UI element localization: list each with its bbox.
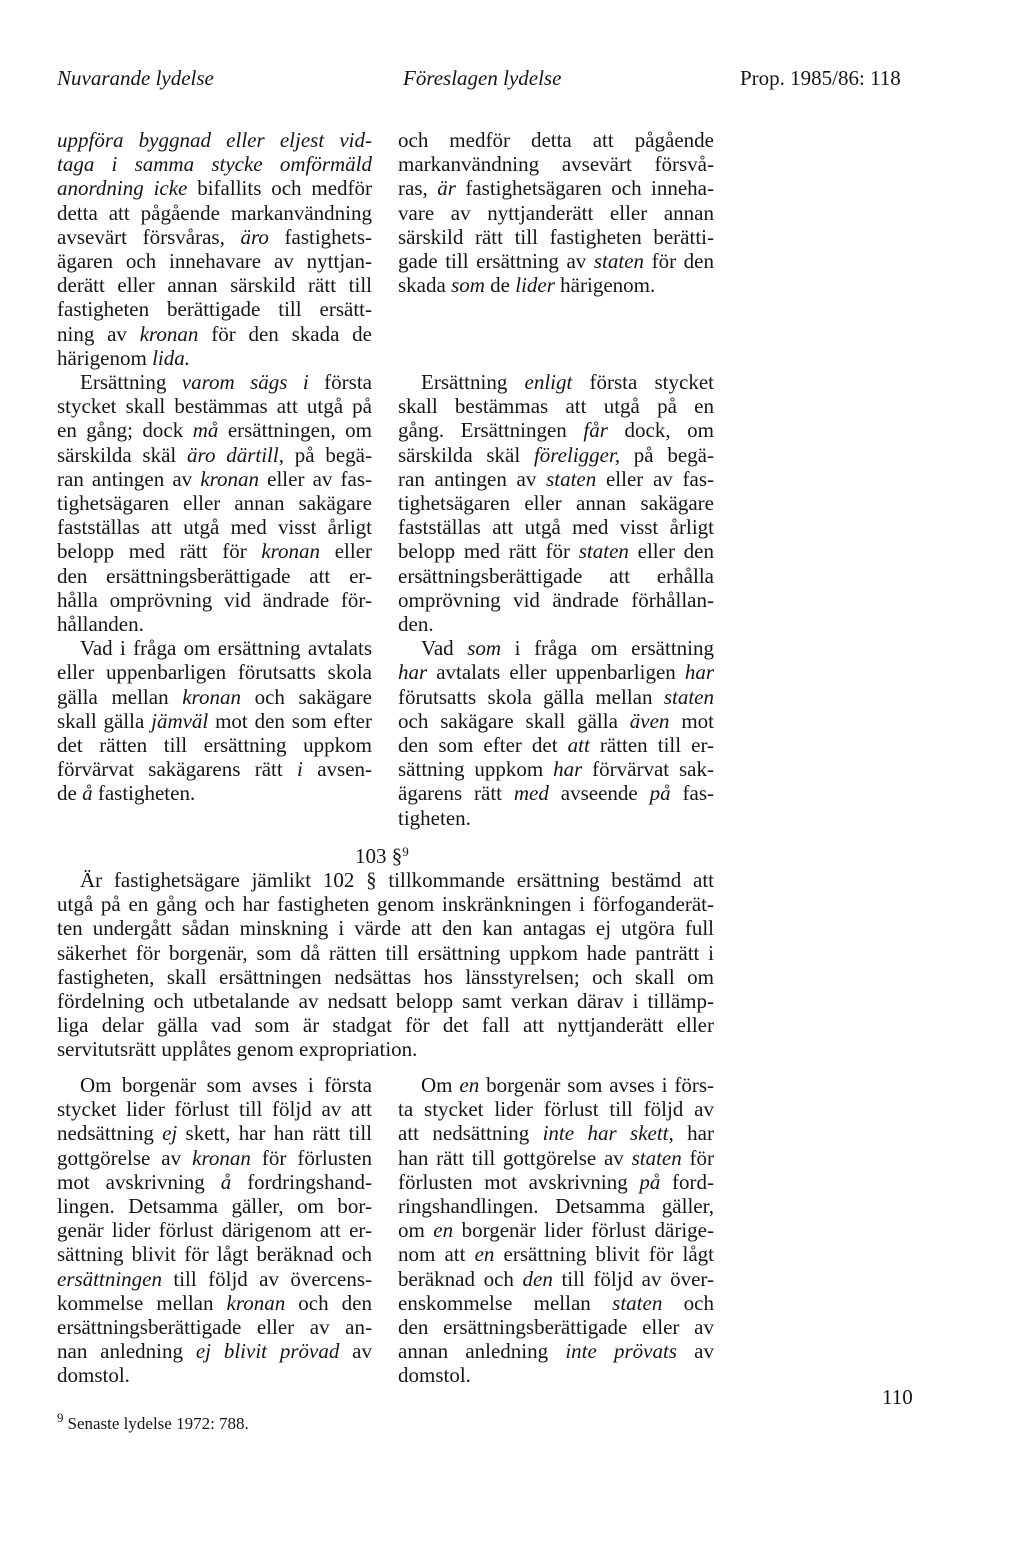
text-run: ta stycket lider förlust till följd av bbox=[398, 1097, 714, 1122]
text-run: av bbox=[676, 1339, 714, 1364]
text-run: de bbox=[484, 273, 516, 298]
text-run: kommelse mellan bbox=[57, 1290, 227, 1315]
text-line bbox=[57, 733, 372, 757]
text-run: gottgörelse av bbox=[57, 1145, 193, 1170]
text-run: för den bbox=[644, 249, 714, 274]
text-run: den. bbox=[398, 612, 434, 637]
text-run: till följd av övercens- bbox=[162, 1266, 372, 1291]
text-run: ersättningen, om bbox=[218, 418, 373, 443]
text-run: och sakägare skall gälla bbox=[398, 708, 630, 733]
text-run: de bbox=[57, 781, 83, 806]
text-line bbox=[398, 152, 714, 176]
text-run: nom att bbox=[398, 1242, 475, 1267]
emphasized-text: även bbox=[629, 708, 670, 733]
text-run: Är fastighetsägare jämlikt 102 § tillkommande ersättning bestämd att bbox=[80, 868, 714, 892]
emphasized-text: är bbox=[437, 176, 456, 201]
text-run: avsevärt försvåras, bbox=[57, 224, 241, 249]
emphasized-text: i bbox=[297, 757, 303, 782]
text-run: derätt eller annan särskild rätt till bbox=[57, 273, 372, 298]
text-run: och sakägare bbox=[240, 684, 372, 709]
text-run: särskilda skäl bbox=[57, 442, 188, 467]
text-run: beräknad och bbox=[398, 1266, 523, 1291]
text-run: eller av fas- bbox=[596, 466, 714, 491]
text-run: skada bbox=[398, 273, 452, 298]
text-line bbox=[57, 1267, 372, 1291]
text-run: markanvändning avsevärt försvå- bbox=[398, 152, 714, 177]
emphasized-text: kronan bbox=[226, 1290, 286, 1315]
text-run: avseende bbox=[548, 781, 650, 806]
text-run: fastighets- bbox=[268, 224, 372, 249]
text-line bbox=[398, 443, 714, 467]
text-line bbox=[57, 491, 372, 515]
text-line bbox=[57, 685, 372, 709]
emphasized-text: å bbox=[220, 1169, 232, 1194]
text-run: ten undergått sådan minskning i värde att den kan antagas ej utgöra full bbox=[57, 916, 714, 941]
text-line bbox=[57, 225, 372, 249]
text-run: avsen- bbox=[302, 757, 373, 782]
text-line bbox=[57, 443, 372, 467]
text-line bbox=[398, 273, 714, 297]
text-run: första bbox=[308, 370, 372, 395]
text-run: mot den som efter bbox=[208, 708, 372, 733]
emphasized-text: staten bbox=[578, 539, 629, 564]
text-line bbox=[398, 1073, 714, 1097]
text-line bbox=[57, 1170, 372, 1194]
text-line bbox=[57, 636, 372, 660]
text-run: bifallits och medför bbox=[187, 176, 373, 201]
text-line bbox=[57, 1073, 372, 1097]
text-line bbox=[57, 1339, 372, 1363]
text-line bbox=[398, 1291, 714, 1315]
text-line bbox=[398, 128, 714, 152]
text-run: ägarens rätt bbox=[398, 781, 514, 806]
text-line bbox=[57, 297, 372, 321]
text-line bbox=[398, 1097, 714, 1121]
text-run: för den skada de bbox=[198, 321, 372, 346]
text-line bbox=[57, 201, 372, 225]
text-run: mot bbox=[669, 708, 714, 733]
text-run: eller uppenbarligen förutsatts skola bbox=[57, 660, 372, 685]
text-run: belopp med rätt för bbox=[398, 539, 579, 564]
emphasized-text: på bbox=[639, 1169, 661, 1194]
section-heading bbox=[355, 844, 409, 868]
text-line bbox=[57, 1291, 372, 1315]
text-run: den ersättningsberättigade att er- bbox=[57, 563, 372, 588]
emphasized-text: staten bbox=[546, 466, 597, 491]
text-line bbox=[57, 346, 372, 370]
text-line bbox=[57, 1037, 714, 1061]
text-run: fördelning och utbetalande av nedsatt belopp samt verkan därav i tillämp- bbox=[57, 989, 714, 1014]
text-line bbox=[398, 757, 714, 781]
text-run: skett, har han rätt till bbox=[177, 1121, 372, 1146]
text-run: den som efter det bbox=[398, 733, 568, 758]
comparison-columns-lower bbox=[57, 1073, 714, 1388]
emphasized-text: staten bbox=[663, 684, 714, 709]
text-run: fastställas att utgå med visst årligt bbox=[398, 515, 714, 540]
text-line bbox=[57, 515, 372, 539]
text-run: rätten till er- bbox=[589, 733, 715, 758]
text-run: fordringshand- bbox=[231, 1169, 372, 1194]
text-run: tigheten. bbox=[398, 805, 471, 830]
text-line bbox=[398, 176, 714, 200]
text-run: Vad i fråga om ersättning avtalats bbox=[80, 636, 372, 661]
text-line bbox=[398, 1315, 714, 1339]
text-run: borgenär lider förlust därige- bbox=[453, 1218, 714, 1243]
text-run: härigenom bbox=[57, 345, 153, 370]
text-run: belopp med rätt för bbox=[57, 539, 262, 564]
text-line bbox=[398, 1194, 714, 1218]
text-run: den ersättningsberättigade eller av bbox=[398, 1315, 714, 1340]
emphasized-text: varom sägs i bbox=[181, 370, 309, 395]
text-run: liga delar gälla vad som är stadgat för det fall att nyttjanderätt eller bbox=[57, 1013, 714, 1038]
text-line bbox=[398, 394, 714, 418]
text-line bbox=[57, 781, 372, 805]
text-run: utgå på en gång och har fastigheten genom inskränkningen i förfoganderät- bbox=[57, 892, 714, 917]
text-run: sättning blivit för lågt beräknad och bbox=[57, 1242, 372, 1267]
text-run: särskild rätt till fastigheten berätti- bbox=[398, 224, 714, 249]
text-run: hållanden. bbox=[57, 612, 144, 637]
text-run: fastighetsägaren och inneha- bbox=[455, 176, 714, 201]
text-run: förlusten mot avskrivning bbox=[398, 1169, 640, 1194]
emphasized-text: föreligger, bbox=[533, 442, 621, 467]
text-run: gälla mellan bbox=[57, 684, 183, 709]
text-line bbox=[398, 1121, 714, 1145]
text-line bbox=[398, 1146, 714, 1170]
text-run: av bbox=[339, 1339, 372, 1364]
text-line bbox=[398, 418, 714, 442]
proposition-reference: Prop. 1985/86: 118 bbox=[740, 66, 901, 90]
text-line bbox=[398, 491, 714, 515]
text-run: hålla omprövning vid ändrade för- bbox=[57, 587, 372, 612]
proposed-wording-paragraph bbox=[398, 128, 714, 297]
text-line bbox=[398, 1218, 714, 1242]
text-run: ägaren och innehavare av nyttjan- bbox=[57, 249, 372, 274]
text-line bbox=[398, 685, 714, 709]
footnote bbox=[57, 1410, 249, 1435]
footnote-text: Senaste lydelse 1972: 788. bbox=[67, 1414, 249, 1433]
text-run: Om bbox=[421, 1073, 460, 1097]
text-run: om bbox=[398, 1218, 434, 1243]
proposed-wording-heading: Föreslagen lydelse bbox=[403, 66, 562, 90]
text-run: att nedsättning bbox=[398, 1121, 543, 1146]
current-wording-paragraph bbox=[57, 370, 372, 636]
text-run: det rätten till ersättning uppkom bbox=[57, 733, 372, 758]
text-run: annan anledning bbox=[398, 1339, 566, 1364]
text-run: eller bbox=[320, 539, 373, 564]
emphasized-text: med bbox=[513, 781, 549, 806]
text-run: Om borgenär som avses i första bbox=[80, 1073, 372, 1097]
emphasized-text: äro bbox=[240, 224, 269, 249]
emphasized-text: som bbox=[467, 636, 502, 661]
text-line bbox=[398, 612, 714, 636]
text-line bbox=[398, 733, 714, 757]
text-line bbox=[398, 1363, 714, 1387]
text-run: eller av fas- bbox=[259, 466, 372, 491]
text-run: en gång; dock bbox=[57, 418, 193, 443]
emphasized-text: staten bbox=[593, 249, 645, 274]
emphasized-text: kronan bbox=[261, 539, 321, 564]
emphasized-text: på bbox=[649, 781, 671, 806]
emphasized-text: å bbox=[82, 781, 93, 806]
text-line bbox=[57, 588, 372, 612]
text-run: ran antingen av bbox=[57, 466, 201, 491]
text-run: domstol. bbox=[57, 1363, 130, 1388]
text-run: vare av nyttjanderätt eller annan bbox=[398, 200, 714, 225]
text-line bbox=[398, 781, 714, 805]
text-run: ersättning blivit för lågt bbox=[494, 1242, 715, 1267]
emphasized-text: har bbox=[684, 660, 714, 685]
text-line bbox=[57, 1218, 372, 1242]
text-run: och medför detta att pågående bbox=[398, 128, 714, 152]
text-run: borgenär som avses i förs- bbox=[479, 1073, 714, 1097]
text-run: Ersättning bbox=[421, 370, 525, 395]
text-run: härigenom. bbox=[554, 273, 656, 298]
emphasized-text: jämväl bbox=[151, 708, 209, 733]
text-line bbox=[57, 152, 372, 176]
page-number: 110 bbox=[882, 1385, 913, 1409]
text-line bbox=[398, 515, 714, 539]
text-line bbox=[57, 128, 372, 152]
text-run: han rätt till gottgörelse av bbox=[398, 1145, 632, 1170]
text-run: lingen. Detsamma gäller, om bor- bbox=[57, 1194, 372, 1219]
text-line bbox=[57, 467, 372, 491]
text-run: sättning uppkom bbox=[398, 757, 554, 782]
text-run: och den bbox=[285, 1290, 372, 1315]
text-run: och bbox=[662, 1290, 714, 1315]
text-run: för bbox=[681, 1145, 714, 1170]
text-line bbox=[57, 916, 714, 940]
text-line bbox=[57, 1097, 372, 1121]
text-run: avtalats eller uppenbarligen bbox=[427, 660, 685, 685]
emphasized-text: enligt bbox=[524, 370, 573, 395]
current-wording-heading: Nuvarande lydelse bbox=[57, 66, 214, 90]
text-line bbox=[57, 892, 714, 916]
emphasized-text: ej blivit prövad bbox=[195, 1339, 340, 1364]
text-run: Ersättning bbox=[80, 370, 182, 395]
text-run: ersättningsberättigade att erhålla bbox=[398, 563, 714, 588]
emphasized-text: staten bbox=[631, 1145, 682, 1170]
text-line bbox=[57, 273, 372, 297]
text-line bbox=[398, 1242, 714, 1266]
text-run: fas- bbox=[670, 781, 714, 806]
emphasized-text: att bbox=[567, 733, 590, 758]
text-line bbox=[57, 176, 372, 200]
text-run: skall bestämmas att utgå på en bbox=[398, 394, 714, 419]
text-line bbox=[57, 370, 372, 394]
text-run: säkerhet för borgenär, som då rätten till ersättning uppkom hade panträtt i bbox=[57, 940, 714, 965]
text-run: ersättningsberättigade eller av an- bbox=[57, 1315, 372, 1340]
text-line bbox=[398, 1267, 714, 1291]
emphasized-text: inte har skett, bbox=[542, 1121, 674, 1146]
text-run: ford- bbox=[660, 1169, 714, 1194]
emphasized-text: taga i samma stycke omförmäld bbox=[57, 152, 372, 177]
emphasized-text: kronan bbox=[200, 466, 260, 491]
text-line bbox=[57, 249, 372, 273]
text-line bbox=[57, 1242, 372, 1266]
emphasized-text: den bbox=[522, 1266, 553, 1291]
text-line bbox=[398, 249, 714, 273]
text-line bbox=[57, 868, 714, 892]
text-line bbox=[57, 1315, 372, 1339]
text-line bbox=[57, 965, 714, 989]
text-line bbox=[398, 564, 714, 588]
emphasized-text: lida. bbox=[152, 345, 190, 370]
emphasized-text: får bbox=[583, 418, 608, 443]
text-run: gång. Ersättningen bbox=[398, 418, 584, 443]
emphasized-text: må bbox=[192, 418, 219, 443]
text-line bbox=[398, 370, 714, 394]
text-run: första stycket bbox=[572, 370, 714, 395]
footnote-marker: 9 bbox=[57, 1410, 64, 1425]
text-line bbox=[57, 394, 372, 418]
text-line bbox=[398, 467, 714, 491]
text-run: skall gälla bbox=[57, 708, 152, 733]
text-line bbox=[398, 1170, 714, 1194]
text-line bbox=[398, 1339, 714, 1363]
text-line bbox=[57, 564, 372, 588]
text-line bbox=[57, 322, 372, 346]
text-run: ras, bbox=[398, 176, 438, 201]
text-line bbox=[398, 539, 714, 563]
text-run: på begä- bbox=[283, 442, 372, 467]
text-run: omprövning vid ändrade förhållan- bbox=[398, 587, 714, 612]
text-run: gade till ersättning av bbox=[398, 249, 594, 274]
text-run: stycket skall bestämmas att utgå på bbox=[57, 394, 372, 419]
text-run: fastigheten, skall ersättningen nedsättas hos länsstyrelsen; och skall om bbox=[57, 964, 714, 989]
text-run: mot avskrivning bbox=[57, 1169, 221, 1194]
text-run: Vad bbox=[421, 636, 468, 661]
text-line bbox=[398, 660, 714, 684]
proposed-wording-paragraph bbox=[398, 1073, 714, 1388]
text-run: på begä- bbox=[620, 442, 714, 467]
text-run: dock, om bbox=[607, 418, 714, 443]
text-line bbox=[57, 941, 714, 965]
text-line bbox=[57, 1146, 372, 1170]
emphasized-text: anordning icke bbox=[57, 176, 188, 201]
text-run: enskommelse mellan bbox=[398, 1290, 613, 1315]
text-line bbox=[57, 539, 372, 563]
text-run: domstol. bbox=[398, 1363, 471, 1388]
text-line bbox=[398, 636, 714, 660]
current-wording-paragraph bbox=[57, 128, 372, 370]
text-run: nedsättning bbox=[57, 1121, 163, 1146]
current-wording-paragraph bbox=[57, 636, 372, 805]
footnote-reference: 9 bbox=[402, 844, 409, 859]
proposed-wording-paragraph bbox=[398, 636, 714, 830]
emphasized-text: kronan bbox=[192, 1145, 251, 1170]
proposed-wording-paragraph bbox=[398, 370, 714, 636]
emphasized-text: har bbox=[398, 660, 428, 685]
text-run: förvärvat sakägarens rätt bbox=[57, 757, 298, 782]
text-run: servitutsrätt upplåtes genom expropriation. bbox=[57, 1037, 418, 1062]
text-run: tighetsägaren eller annan sakägare bbox=[57, 491, 372, 516]
text-line bbox=[57, 1121, 372, 1145]
text-run: ringshandlingen. Detsamma gäller, bbox=[398, 1194, 714, 1219]
text-line bbox=[57, 418, 372, 442]
text-run: ning av bbox=[57, 321, 140, 346]
current-wording-paragraph bbox=[57, 1073, 372, 1388]
text-line bbox=[398, 709, 714, 733]
section-paragraph bbox=[57, 868, 714, 1062]
text-run: ran antingen av bbox=[398, 466, 547, 491]
text-line bbox=[57, 709, 372, 733]
text-run: särskilda skäl bbox=[398, 442, 534, 467]
text-line bbox=[398, 806, 714, 830]
text-run: fastigheten. bbox=[92, 781, 196, 806]
text-run: har bbox=[673, 1121, 714, 1146]
text-run: för förlusten bbox=[250, 1145, 372, 1170]
text-line bbox=[398, 225, 714, 249]
text-line bbox=[57, 989, 714, 1013]
emphasized-text: uppföra byggnad eller eljest vid- bbox=[57, 128, 372, 152]
text-run: till följd av över- bbox=[552, 1266, 714, 1291]
text-line bbox=[57, 757, 372, 781]
text-line bbox=[57, 660, 372, 684]
emphasized-text: ej bbox=[162, 1121, 178, 1146]
emphasized-text: lider bbox=[515, 273, 555, 298]
emphasized-text: som bbox=[451, 273, 485, 298]
emphasized-text: en bbox=[474, 1242, 495, 1267]
text-run: eller den bbox=[628, 539, 715, 564]
emphasized-text: en bbox=[433, 1218, 454, 1243]
text-run: genär lider förlust därigenom att er- bbox=[57, 1218, 372, 1243]
text-run: tighetsägaren eller annan sakägare bbox=[398, 491, 714, 516]
text-line bbox=[57, 1194, 372, 1218]
text-run: förutsatts skola gälla mellan bbox=[398, 684, 664, 709]
text-run: detta att pågående markanvändning bbox=[57, 200, 372, 225]
section-number: 103 § bbox=[355, 844, 403, 868]
text-run: stycket lider förlust till följd av att bbox=[57, 1097, 372, 1122]
emphasized-text: en bbox=[459, 1073, 480, 1097]
emphasized-text: har bbox=[553, 757, 583, 782]
emphasized-text: kronan bbox=[139, 321, 199, 346]
text-line bbox=[57, 1363, 372, 1387]
emphasized-text: staten bbox=[612, 1290, 663, 1315]
text-line bbox=[57, 1013, 714, 1037]
text-line bbox=[398, 201, 714, 225]
emphasized-text: kronan bbox=[182, 684, 241, 709]
text-run: förvärvat sak- bbox=[582, 757, 714, 782]
emphasized-text: ersättningen bbox=[57, 1266, 162, 1291]
emphasized-text: äro därtill, bbox=[187, 442, 284, 467]
text-line bbox=[398, 588, 714, 612]
text-run: nan anledning bbox=[57, 1339, 196, 1364]
text-run: fastigheten berättigade till ersätt- bbox=[57, 297, 372, 322]
text-run: fastställas att utgå med visst årligt bbox=[57, 515, 372, 540]
text-run: i fråga om ersättning bbox=[501, 636, 714, 661]
text-line bbox=[57, 612, 372, 636]
emphasized-text: inte prövats bbox=[565, 1339, 677, 1364]
comparison-columns-upper bbox=[57, 128, 714, 830]
